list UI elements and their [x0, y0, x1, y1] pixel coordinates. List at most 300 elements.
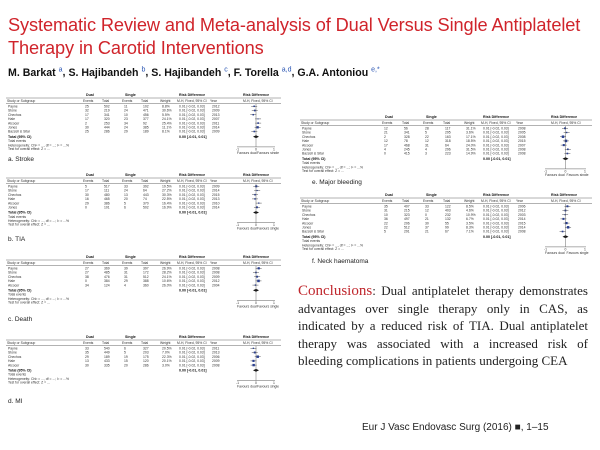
- svg-text:15: 15: [124, 359, 128, 364]
- svg-text:223: 223: [445, 151, 451, 156]
- svg-text:25: 25: [85, 129, 89, 134]
- svg-text:0.01 [-0.02, 0.03]: 0.01 [-0.02, 0.03]: [483, 139, 509, 144]
- svg-text:31: 31: [124, 274, 128, 279]
- svg-text:444: 444: [104, 125, 110, 130]
- svg-text:Stone: Stone: [8, 270, 17, 275]
- svg-text:2008: 2008: [212, 270, 220, 275]
- svg-text:0.01 [-0.02, 0.03]: 0.01 [-0.02, 0.03]: [483, 212, 509, 217]
- svg-text:2: 2: [85, 121, 87, 126]
- svg-text:2014: 2014: [212, 188, 220, 193]
- svg-text:0.01 [-0.02, 0.03]: 0.01 [-0.02, 0.03]: [179, 188, 205, 193]
- forest-plot-svg: [6, 172, 281, 234]
- svg-text:29: 29: [124, 279, 128, 284]
- svg-text:Hale: Hale: [8, 197, 15, 202]
- svg-text:37: 37: [425, 225, 429, 230]
- svg-text:Total events: Total events: [8, 139, 27, 144]
- svg-text:Heterogeneity: Chi² = ..., df: Heterogeneity: Chi² = ..., df = ...; I² = ...%: [302, 243, 363, 248]
- svg-text:30: 30: [85, 363, 89, 368]
- forest-plot-svg: [300, 114, 592, 176]
- svg-text:2014: 2014: [518, 225, 526, 230]
- svg-text:Test for overall effect: Z = .: Test for overall effect: Z = ...: [302, 168, 344, 173]
- svg-text:Hale: Hale: [302, 139, 309, 144]
- svg-text:0.01 [-0.02, 0.03]: 0.01 [-0.02, 0.03]: [179, 104, 205, 109]
- svg-text:31: 31: [124, 270, 128, 275]
- svg-text:Heterogeneity: Chi² = ..., df: Heterogeneity: Chi² = ..., df = ...; I² = ...%: [8, 143, 69, 148]
- svg-text:Total: Total: [443, 199, 451, 203]
- svg-text:Events: Events: [423, 121, 434, 125]
- svg-text:0.01 [-0.02, 0.03]: 0.01 [-0.02, 0.03]: [179, 108, 205, 113]
- svg-text:Stone: Stone: [302, 130, 311, 135]
- svg-text:291: 291: [404, 229, 410, 234]
- svg-text:30: 30: [85, 125, 89, 130]
- svg-text:327: 327: [143, 346, 149, 351]
- svg-text:12: 12: [384, 139, 388, 144]
- svg-text:Hale: Hale: [8, 359, 15, 364]
- svg-text:Total events: Total events: [8, 292, 27, 297]
- svg-text:0.01 [-0.02, 0.03]: 0.01 [-0.02, 0.03]: [179, 350, 205, 355]
- svg-text:Year: Year: [210, 99, 217, 103]
- svg-text:0.01 [-0.02, 0.03]: 0.01 [-0.02, 0.03]: [179, 121, 205, 126]
- svg-text:Total (95% CI): Total (95% CI): [8, 134, 32, 139]
- forest-plot-neck-haematoma: [300, 192, 592, 256]
- journal-citation: Eur J Vasc Endovasc Surg (2016) ■, 1–15: [362, 422, 549, 433]
- svg-text:Events: Events: [382, 121, 393, 125]
- svg-text:5: 5: [384, 229, 386, 234]
- svg-text:17.1%: 17.1%: [466, 134, 476, 139]
- svg-text:2009: 2009: [212, 274, 220, 279]
- svg-text:1: 1: [273, 223, 275, 228]
- svg-text:0.00 [-0.01, 0.01]: 0.00 [-0.01, 0.01]: [179, 288, 207, 293]
- svg-text:0.01 [-0.02, 0.03]: 0.01 [-0.02, 0.03]: [483, 221, 509, 226]
- svg-text:2015: 2015: [518, 139, 526, 144]
- svg-text:2011: 2011: [212, 346, 220, 351]
- svg-text:29: 29: [124, 129, 128, 134]
- svg-text:3.5%: 3.5%: [466, 221, 474, 226]
- svg-text:0: 0: [255, 381, 257, 385]
- svg-text:27: 27: [85, 266, 89, 271]
- svg-text:12: 12: [425, 208, 429, 213]
- svg-text:296: 296: [445, 147, 451, 152]
- svg-text:Weight: Weight: [160, 261, 171, 265]
- svg-text:Risk Difference: Risk Difference: [551, 115, 578, 119]
- svg-text:4: 4: [124, 283, 126, 288]
- svg-text:2008: 2008: [518, 134, 526, 139]
- svg-text:0.01 [-0.02, 0.03]: 0.01 [-0.02, 0.03]: [179, 354, 205, 359]
- svg-text:Risk Difference: Risk Difference: [243, 93, 270, 97]
- svg-text:0.01 [-0.02, 0.03]: 0.01 [-0.02, 0.03]: [483, 130, 509, 135]
- caption-neck-haematoma: f. Neck haematoma: [312, 258, 369, 265]
- svg-text:0: 0: [564, 169, 567, 174]
- svg-text:2013: 2013: [212, 197, 220, 202]
- svg-text:24.1%: 24.1%: [162, 117, 172, 122]
- svg-text:56: 56: [404, 126, 408, 131]
- svg-text:Dual: Dual: [86, 173, 94, 177]
- svg-text:Favours dual: Favours dual: [237, 150, 257, 154]
- svg-text:206: 206: [404, 221, 410, 226]
- svg-text:0.01 [-0.02, 0.03]: 0.01 [-0.02, 0.03]: [483, 208, 509, 213]
- svg-text:360: 360: [143, 283, 149, 288]
- svg-text:Events: Events: [122, 179, 133, 183]
- svg-text:31: 31: [425, 143, 429, 148]
- svg-text:0.01 [-0.02, 0.03]: 0.01 [-0.02, 0.03]: [179, 197, 205, 202]
- author-2: S. Hajibandeh $^b$: [68, 66, 146, 79]
- svg-text:29: 29: [85, 201, 89, 206]
- svg-text:22: 22: [425, 134, 429, 139]
- svg-text:20: 20: [124, 197, 128, 202]
- svg-text:Total: Total: [102, 99, 110, 103]
- svg-text:Favours dual: Favours dual: [237, 304, 257, 309]
- svg-text:Payne: Payne: [302, 126, 312, 131]
- svg-text:175: 175: [143, 354, 149, 359]
- svg-text:0.01 [-0.02, 0.03]: 0.01 [-0.02, 0.03]: [483, 147, 509, 152]
- svg-text:415: 415: [404, 151, 410, 156]
- svg-text:0.01 [-0.02, 0.03]: 0.01 [-0.02, 0.03]: [483, 217, 509, 222]
- svg-text:Stone: Stone: [8, 350, 17, 355]
- svg-text:31.1%: 31.1%: [466, 126, 476, 131]
- svg-text:Chechos: Chechos: [8, 274, 22, 279]
- svg-text:0.01 [-0.02, 0.03]: 0.01 [-0.02, 0.03]: [179, 125, 205, 130]
- svg-text:540: 540: [104, 346, 110, 351]
- svg-text:31.5%: 31.5%: [466, 147, 476, 152]
- svg-text:0.00 [-0.01, 0.01]: 0.00 [-0.01, 0.01]: [483, 234, 511, 239]
- svg-text:388: 388: [143, 279, 149, 284]
- svg-text:33: 33: [124, 184, 128, 189]
- svg-text:Total (95% CI): Total (95% CI): [8, 210, 32, 215]
- svg-text:Stone: Stone: [8, 188, 17, 193]
- svg-text:0: 0: [85, 279, 87, 284]
- svg-text:517: 517: [104, 184, 110, 189]
- svg-text:64: 64: [445, 143, 449, 148]
- svg-text:12: 12: [425, 139, 429, 144]
- svg-text:2014: 2014: [212, 205, 220, 210]
- svg-text:92: 92: [143, 121, 147, 126]
- svg-text:6: 6: [124, 205, 126, 210]
- paper-title: Systematic Review and Meta-analysis of Dual Versus Single Antiplatelet Therapy in Carotid Interventions: [8, 15, 581, 58]
- svg-text:480: 480: [104, 192, 110, 197]
- svg-text:Payne: Payne: [8, 184, 18, 189]
- svg-text:323: 323: [404, 212, 410, 217]
- svg-text:31: 31: [384, 208, 388, 213]
- svg-text:Hale: Hale: [8, 117, 15, 122]
- svg-text:Heterogeneity: Chi² = ..., df: Heterogeneity: Chi² = ..., df = ...; I² = ...%: [8, 296, 69, 301]
- svg-text:21: 21: [425, 229, 429, 234]
- svg-text:17: 17: [384, 143, 388, 148]
- svg-text:17: 17: [85, 117, 89, 122]
- svg-text:17: 17: [85, 188, 89, 193]
- svg-text:Total (95% CI): Total (95% CI): [302, 156, 326, 161]
- svg-text:286: 286: [104, 129, 110, 134]
- forest-plot-tia: [6, 172, 281, 234]
- svg-text:Bazzell & Sitar: Bazzell & Sitar: [302, 151, 325, 156]
- svg-text:Heterogeneity: Chi² = ..., df: Heterogeneity: Chi² = ..., df = ...; I² = ...%: [8, 219, 69, 224]
- svg-text:36: 36: [384, 217, 388, 222]
- svg-text:30: 30: [425, 221, 429, 226]
- author-5: G.A. Antoniou $^{e,*}$: [297, 66, 380, 79]
- svg-text:Single: Single: [426, 115, 437, 119]
- svg-text:6: 6: [124, 346, 126, 351]
- svg-text:M-H, Fixed, 95% CI: M-H, Fixed, 95% CI: [243, 99, 273, 103]
- svg-text:Risk Difference: Risk Difference: [179, 173, 206, 177]
- svg-text:433: 433: [104, 359, 110, 364]
- svg-text:19: 19: [124, 354, 128, 359]
- svg-text:Risk Difference: Risk Difference: [243, 335, 270, 339]
- svg-text:Weight: Weight: [464, 199, 475, 203]
- svg-text:Risk Difference: Risk Difference: [179, 93, 206, 97]
- svg-text:Single: Single: [125, 173, 136, 177]
- svg-text:34: 34: [124, 121, 128, 126]
- svg-text:21: 21: [425, 217, 429, 222]
- svg-text:163: 163: [445, 134, 451, 139]
- svg-text:8.8%: 8.8%: [162, 104, 170, 109]
- svg-text:369: 369: [104, 266, 110, 271]
- svg-text:Risk Difference: Risk Difference: [179, 255, 206, 259]
- svg-text:Total: Total: [141, 99, 149, 103]
- svg-text:30: 30: [85, 192, 89, 197]
- svg-text:1: 1: [273, 381, 275, 385]
- svg-text:Bazzell & Sitar: Bazzell & Sitar: [302, 229, 325, 234]
- svg-text:30.6%: 30.6%: [162, 108, 172, 113]
- svg-text:Total: Total: [402, 121, 410, 125]
- svg-text:6.7%: 6.7%: [466, 217, 474, 222]
- svg-text:0.01 [-0.02, 0.03]: 0.01 [-0.02, 0.03]: [483, 151, 509, 156]
- svg-text:2012: 2012: [212, 279, 220, 284]
- svg-text:189: 189: [104, 354, 110, 359]
- svg-text:Risk Difference: Risk Difference: [483, 115, 510, 119]
- svg-text:Chechos: Chechos: [8, 112, 22, 117]
- svg-text:2015: 2015: [518, 221, 526, 226]
- svg-text:11.1%: 11.1%: [162, 125, 172, 130]
- svg-text:Alcocer: Alcocer: [302, 221, 314, 226]
- svg-text:Favours single: Favours single: [566, 250, 589, 255]
- svg-text:M-H, Fixed, 95% CI: M-H, Fixed, 95% CI: [481, 121, 511, 125]
- svg-text:2007: 2007: [212, 117, 220, 122]
- svg-text:Test for overall effect: Z = .: Test for overall effect: Z = ...: [8, 146, 50, 151]
- svg-text:Risk Difference: Risk Difference: [243, 255, 270, 259]
- svg-text:Year: Year: [210, 179, 217, 183]
- svg-text:M-H, Fixed, 95% CI: M-H, Fixed, 95% CI: [551, 121, 581, 125]
- svg-text:Alcocer: Alcocer: [8, 121, 20, 126]
- svg-text:295: 295: [445, 130, 451, 135]
- svg-text:0: 0: [255, 223, 257, 228]
- svg-text:2004: 2004: [212, 283, 220, 288]
- svg-text:22.3%: 22.3%: [162, 354, 172, 359]
- svg-text:Events: Events: [423, 199, 434, 203]
- svg-text:0.00 [-0.01, 0.01]: 0.00 [-0.01, 0.01]: [179, 134, 207, 139]
- svg-text:117: 117: [445, 126, 451, 131]
- svg-text:16.9%: 16.9%: [162, 205, 172, 210]
- svg-text:Year: Year: [210, 261, 217, 265]
- svg-text:Favours dual: Favours dual: [237, 384, 257, 389]
- svg-text:Total (95% CI): Total (95% CI): [302, 234, 326, 239]
- svg-text:0.01 [-0.02, 0.03]: 0.01 [-0.02, 0.03]: [179, 112, 205, 117]
- svg-text:M-H, Fixed, 95% CI: M-H, Fixed, 95% CI: [481, 199, 511, 203]
- svg-text:19.5%: 19.5%: [162, 184, 172, 189]
- svg-text:2006: 2006: [518, 204, 526, 209]
- svg-text:7.1%: 7.1%: [466, 229, 474, 234]
- svg-text:111: 111: [104, 188, 110, 193]
- svg-text:35: 35: [85, 350, 89, 355]
- svg-text:485: 485: [104, 270, 110, 275]
- caption-tia: b. TIA: [8, 236, 26, 243]
- svg-text:Total: Total: [141, 261, 149, 265]
- svg-text:10.9%: 10.9%: [466, 212, 476, 217]
- svg-text:Risk Difference: Risk Difference: [551, 193, 578, 197]
- svg-text:Total (95% CI): Total (95% CI): [8, 288, 32, 293]
- forest-plot-svg: [6, 334, 281, 394]
- svg-text:0.01 [-0.02, 0.03]: 0.01 [-0.02, 0.03]: [179, 283, 205, 288]
- svg-text:Chechos: Chechos: [302, 212, 316, 217]
- svg-text:Weight: Weight: [160, 341, 171, 345]
- svg-text:2003: 2003: [518, 212, 526, 217]
- svg-text:0.01 [-0.02, 0.03]: 0.01 [-0.02, 0.03]: [483, 204, 509, 209]
- svg-text:397: 397: [143, 266, 149, 271]
- svg-text:-1: -1: [544, 247, 548, 252]
- svg-text:4: 4: [384, 147, 386, 152]
- svg-text:215: 215: [404, 208, 410, 213]
- svg-text:2014: 2014: [212, 125, 220, 130]
- svg-text:Favours dual: Favours dual: [545, 250, 565, 255]
- svg-text:20: 20: [124, 363, 128, 368]
- svg-text:-1: -1: [236, 381, 240, 385]
- svg-text:3.0%: 3.0%: [162, 363, 170, 368]
- svg-text:5.5%: 5.5%: [162, 112, 170, 117]
- caption-stroke: a. Stroke: [8, 156, 35, 163]
- svg-text:386: 386: [104, 201, 110, 206]
- svg-text:Payne: Payne: [302, 204, 312, 209]
- svg-text:M-H, Fixed, 95% CI: M-H, Fixed, 95% CI: [177, 179, 207, 183]
- svg-text:27.2%: 27.2%: [162, 188, 172, 193]
- svg-text:341: 341: [104, 112, 110, 117]
- svg-text:124: 124: [104, 283, 110, 288]
- svg-text:Weight: Weight: [160, 99, 171, 103]
- svg-text:Dual: Dual: [86, 93, 94, 97]
- svg-text:0.01 [-0.02, 0.03]: 0.01 [-0.02, 0.03]: [179, 201, 205, 206]
- svg-text:78: 78: [404, 139, 408, 144]
- svg-text:24: 24: [124, 125, 128, 130]
- svg-text:8.5%: 8.5%: [466, 204, 474, 209]
- svg-text:8.3%: 8.3%: [466, 225, 474, 230]
- svg-text:2010: 2010: [212, 201, 220, 206]
- svg-text:341: 341: [404, 130, 410, 135]
- svg-text:3: 3: [425, 151, 427, 156]
- svg-text:2008: 2008: [212, 363, 220, 368]
- svg-text:102: 102: [143, 104, 149, 109]
- svg-text:318: 318: [445, 139, 451, 144]
- svg-text:24.0%: 24.0%: [466, 143, 476, 148]
- author-4: F. Torella $^{a,d}$: [233, 66, 292, 79]
- svg-text:16.4%: 16.4%: [162, 201, 172, 206]
- svg-text:Payne: Payne: [8, 266, 18, 271]
- svg-text:392: 392: [143, 184, 149, 189]
- svg-text:74: 74: [143, 197, 147, 202]
- svg-text:Total: Total: [102, 179, 110, 183]
- svg-text:M-H, Fixed, 95% CI: M-H, Fixed, 95% CI: [177, 341, 207, 345]
- svg-text:Dual: Dual: [86, 335, 94, 339]
- svg-text:245: 245: [404, 147, 410, 152]
- svg-text:Events: Events: [83, 261, 94, 265]
- svg-text:M-H, Fixed, 95% CI: M-H, Fixed, 95% CI: [177, 99, 207, 103]
- svg-text:0.01 [-0.02, 0.03]: 0.01 [-0.02, 0.03]: [179, 359, 205, 364]
- svg-text:0.01 [-0.02, 0.03]: 0.01 [-0.02, 0.03]: [179, 274, 205, 279]
- svg-text:Alcocer: Alcocer: [8, 363, 20, 368]
- svg-text:384: 384: [104, 279, 110, 284]
- caption-major-bleeding: e. Major bleeding: [312, 179, 362, 186]
- svg-text:Alcocer: Alcocer: [302, 143, 314, 148]
- svg-text:1: 1: [584, 247, 586, 252]
- svg-text:232: 232: [445, 212, 451, 217]
- svg-text:M-H, Fixed, 95% CI: M-H, Fixed, 95% CI: [243, 179, 273, 183]
- forest-plot-svg: [6, 92, 281, 154]
- svg-text:2008: 2008: [518, 229, 526, 234]
- svg-text:Total: Total: [141, 179, 149, 183]
- svg-text:456: 456: [143, 112, 149, 117]
- svg-text:0: 0: [255, 147, 257, 152]
- svg-text:55: 55: [445, 221, 449, 226]
- svg-text:Events: Events: [382, 199, 393, 203]
- forest-plot-death: [6, 254, 281, 314]
- svg-text:Chechos: Chechos: [8, 354, 22, 359]
- svg-text:512: 512: [404, 225, 410, 230]
- conclusions-label: Conclusions: [298, 283, 373, 299]
- svg-text:286: 286: [143, 363, 149, 368]
- svg-text:24.1%: 24.1%: [162, 274, 172, 279]
- forest-plot-stroke: [6, 92, 281, 154]
- svg-text:Heterogeneity: Chi² = ..., df: Heterogeneity: Chi² = ..., df = ...; I² = ...%: [302, 165, 363, 170]
- svg-text:Events: Events: [83, 179, 94, 183]
- svg-text:Risk Difference: Risk Difference: [243, 173, 270, 177]
- svg-text:17: 17: [85, 112, 89, 117]
- svg-text:10.6%: 10.6%: [162, 279, 172, 284]
- svg-text:Events: Events: [83, 341, 94, 345]
- svg-text:23: 23: [124, 117, 128, 122]
- svg-text:2009: 2009: [212, 129, 220, 134]
- svg-text:25: 25: [85, 104, 89, 109]
- svg-text:0.01 [-0.02, 0.03]: 0.01 [-0.02, 0.03]: [179, 129, 205, 134]
- svg-text:0.01 [-0.02, 0.03]: 0.01 [-0.02, 0.03]: [179, 346, 205, 351]
- svg-text:Dual: Dual: [385, 115, 393, 119]
- svg-text:Payne: Payne: [8, 346, 18, 351]
- author-3: S. Hajibandeh $^c$: [151, 66, 228, 79]
- svg-text:2007: 2007: [518, 143, 526, 148]
- svg-text:5: 5: [85, 184, 87, 189]
- svg-text:Single: Single: [125, 93, 136, 97]
- svg-text:0.00 [-0.01, 0.01]: 0.00 [-0.01, 0.01]: [483, 156, 511, 161]
- svg-text:2015: 2015: [212, 192, 220, 197]
- svg-text:99: 99: [445, 225, 449, 230]
- svg-text:Risk Difference: Risk Difference: [483, 193, 510, 197]
- svg-text:Favours dual: Favours dual: [545, 172, 565, 176]
- svg-text:Events: Events: [83, 99, 94, 103]
- conclusions-paragraph: [298, 282, 588, 369]
- conclusions-text: : Dual antiplatelet therapy demonstrates advantages over single therapy only in CAS, as indicated by a reduced risk of TIA. Dual antiplatelet therapy was associated with a increased risk of bleeding complications in patients undergoing CEA: [298, 283, 588, 368]
- svg-text:38: 38: [85, 274, 89, 279]
- svg-text:468: 468: [404, 143, 410, 148]
- svg-text:Study or Subgroup: Study or Subgroup: [301, 121, 330, 125]
- svg-text:Test for overall effect: Z = .: Test for overall effect: Z = ...: [8, 380, 50, 385]
- svg-text:0.01 [-0.02, 0.03]: 0.01 [-0.02, 0.03]: [179, 192, 205, 197]
- svg-text:10: 10: [384, 212, 388, 217]
- svg-text:0.01 [-0.02, 0.03]: 0.01 [-0.02, 0.03]: [483, 229, 509, 234]
- svg-text:Total (95% CI): Total (95% CI): [8, 368, 32, 373]
- svg-text:1: 1: [584, 169, 586, 174]
- svg-text:0: 0: [564, 247, 567, 252]
- svg-text:512: 512: [143, 274, 149, 279]
- svg-text:13: 13: [124, 192, 128, 197]
- svg-text:10: 10: [124, 112, 128, 117]
- svg-text:Total events: Total events: [8, 372, 27, 377]
- svg-text:4.6%: 4.6%: [466, 208, 474, 213]
- svg-text:2005: 2005: [518, 130, 526, 135]
